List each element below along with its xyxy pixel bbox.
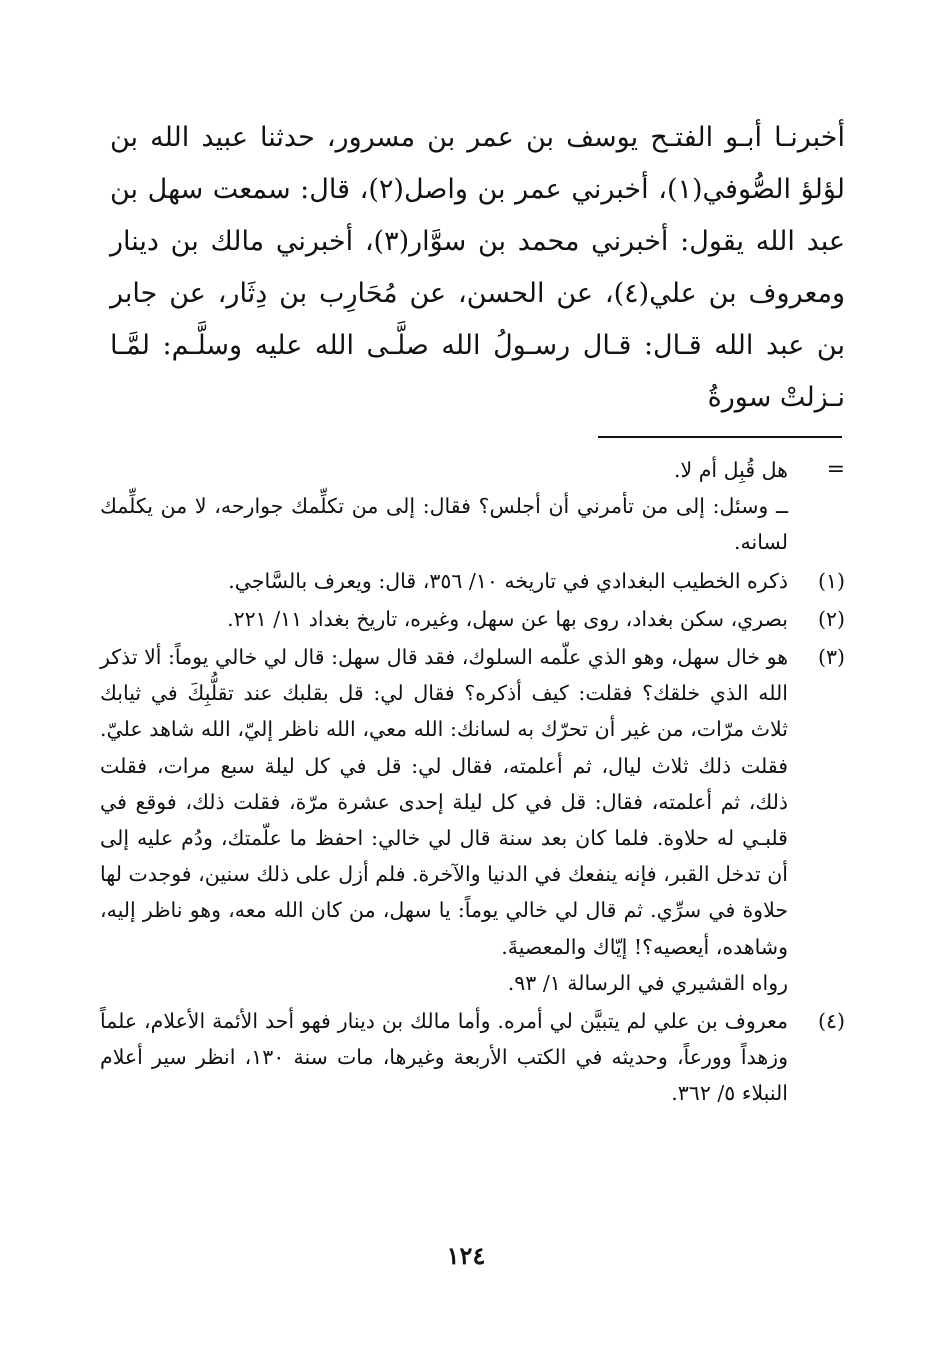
footnote-separator [598, 436, 842, 438]
footnote-line: هل قُبِل أم لا. [674, 458, 788, 482]
footnote-marker: = [826, 457, 845, 482]
footnotes-section [100, 452, 845, 1112]
footnote-line: ــ وسئل: إلى من تأمرني أن أجلس؟ فقال: إلى من تكلِّمك جوارحه، لا من يكلِّمك لسانه. [100, 494, 788, 555]
footnote-text: ذكره الخطيب البغدادي في تاريخه ١٠/ ٣٥٦، قال: ويعرف بالسَّاجي. [228, 568, 788, 593]
footnote-3 [100, 639, 845, 1001]
footnote-source: رواه القشيري في الرسالة ١/ ٩٣. [507, 970, 788, 995]
footnote-1 [100, 563, 845, 599]
footnote-number: (٤) [817, 1009, 845, 1034]
main-text-block [110, 112, 845, 424]
footnote-number: (٣) [817, 645, 845, 670]
footnote-4 [100, 1003, 845, 1112]
page-number: ١٢٤ [446, 1241, 486, 1270]
footnote-text: معروف بن علي لم يتبيَّن لي أمره. وأما مالك بن دينار فهو أحد الأئمة الأعلام، علماً وزهداً وورعاً، وحديثه في الكتب الأربعة وغيرها، مات سنة ١٣٠، انظر سير أعلام النبلاء ٥/ ٣٦٢. [100, 1009, 788, 1106]
footnote-text: بصري، سكن بغداد، روى بها عن سهل، وغيره، تاريخ بغداد ١١/ ٢٢١. [227, 606, 788, 631]
footnote-text: هو خال سهل، وهو الذي علّمه السلوك، فقد قال سهل: قال لي خالي يوماً: ألا تذكر الله الذي خلقك؟ فقلت: كيف أذكره؟ فقال لي: قل بقلبك عند تقلُّبِكَ في ثيابك ثلاث مرّات، من غير أن تحرّك به لسانك: الله معي، الله ناظر إليّ، الله شاهد عليّ. فقلت ذلك ثلاث ليال، ثم أعلمته، فقال لي: قل في كل ليلة سبع مرات، فقلت ذلك، ثم أعلمته، فقال: قل في كل ليلة إحدى عشرة مرّة، فقلت ذلك، فوقع في قلبـي له حلاوة. فلما كان بعد سنة قال لي خالي: احفظ ما علّمتك، ودُم عليه إلى أن تدخل القبر، فإنه ينفعك في الدنيا والآخرة. فلم أزل على ذلك سنين، فوجدت لها حلاوة في سرِّي. ثم قال لي خالي يوماً: يا سهل، من كان الله معه، وهو ناظر إليه، وشاهده، أيعصيه؟! إيّاك والمعصيةَ. [100, 645, 788, 959]
footnote-continuation [100, 452, 845, 561]
main-paragraph: أخبرنـا أبـو الفتـح يوسف بن عمر بن مسرور، حدثنا عبيد الله بن لؤلؤ الصُّوفي(١)، أخبرني عمر بن واصل(٢)، قال: سمعت سهل بن عبد الله يقول: أخبرني محمد بن سوَّار(٣)، أخبرني مالك بن دينار ومعروف بن علي(٤)، عن الحسن، عن مُحَارِب بن دِثَار، عن جابر بن عبد الله قـال: قـال رسـولُ الله صلَّـى الله عليه وسلَّـم: لمَّـا نـزلتْ سورةُ [110, 122, 845, 413]
footnote-number: (١) [817, 568, 845, 593]
footnote-2 [100, 601, 845, 637]
footnote-number: (٢) [817, 606, 845, 631]
